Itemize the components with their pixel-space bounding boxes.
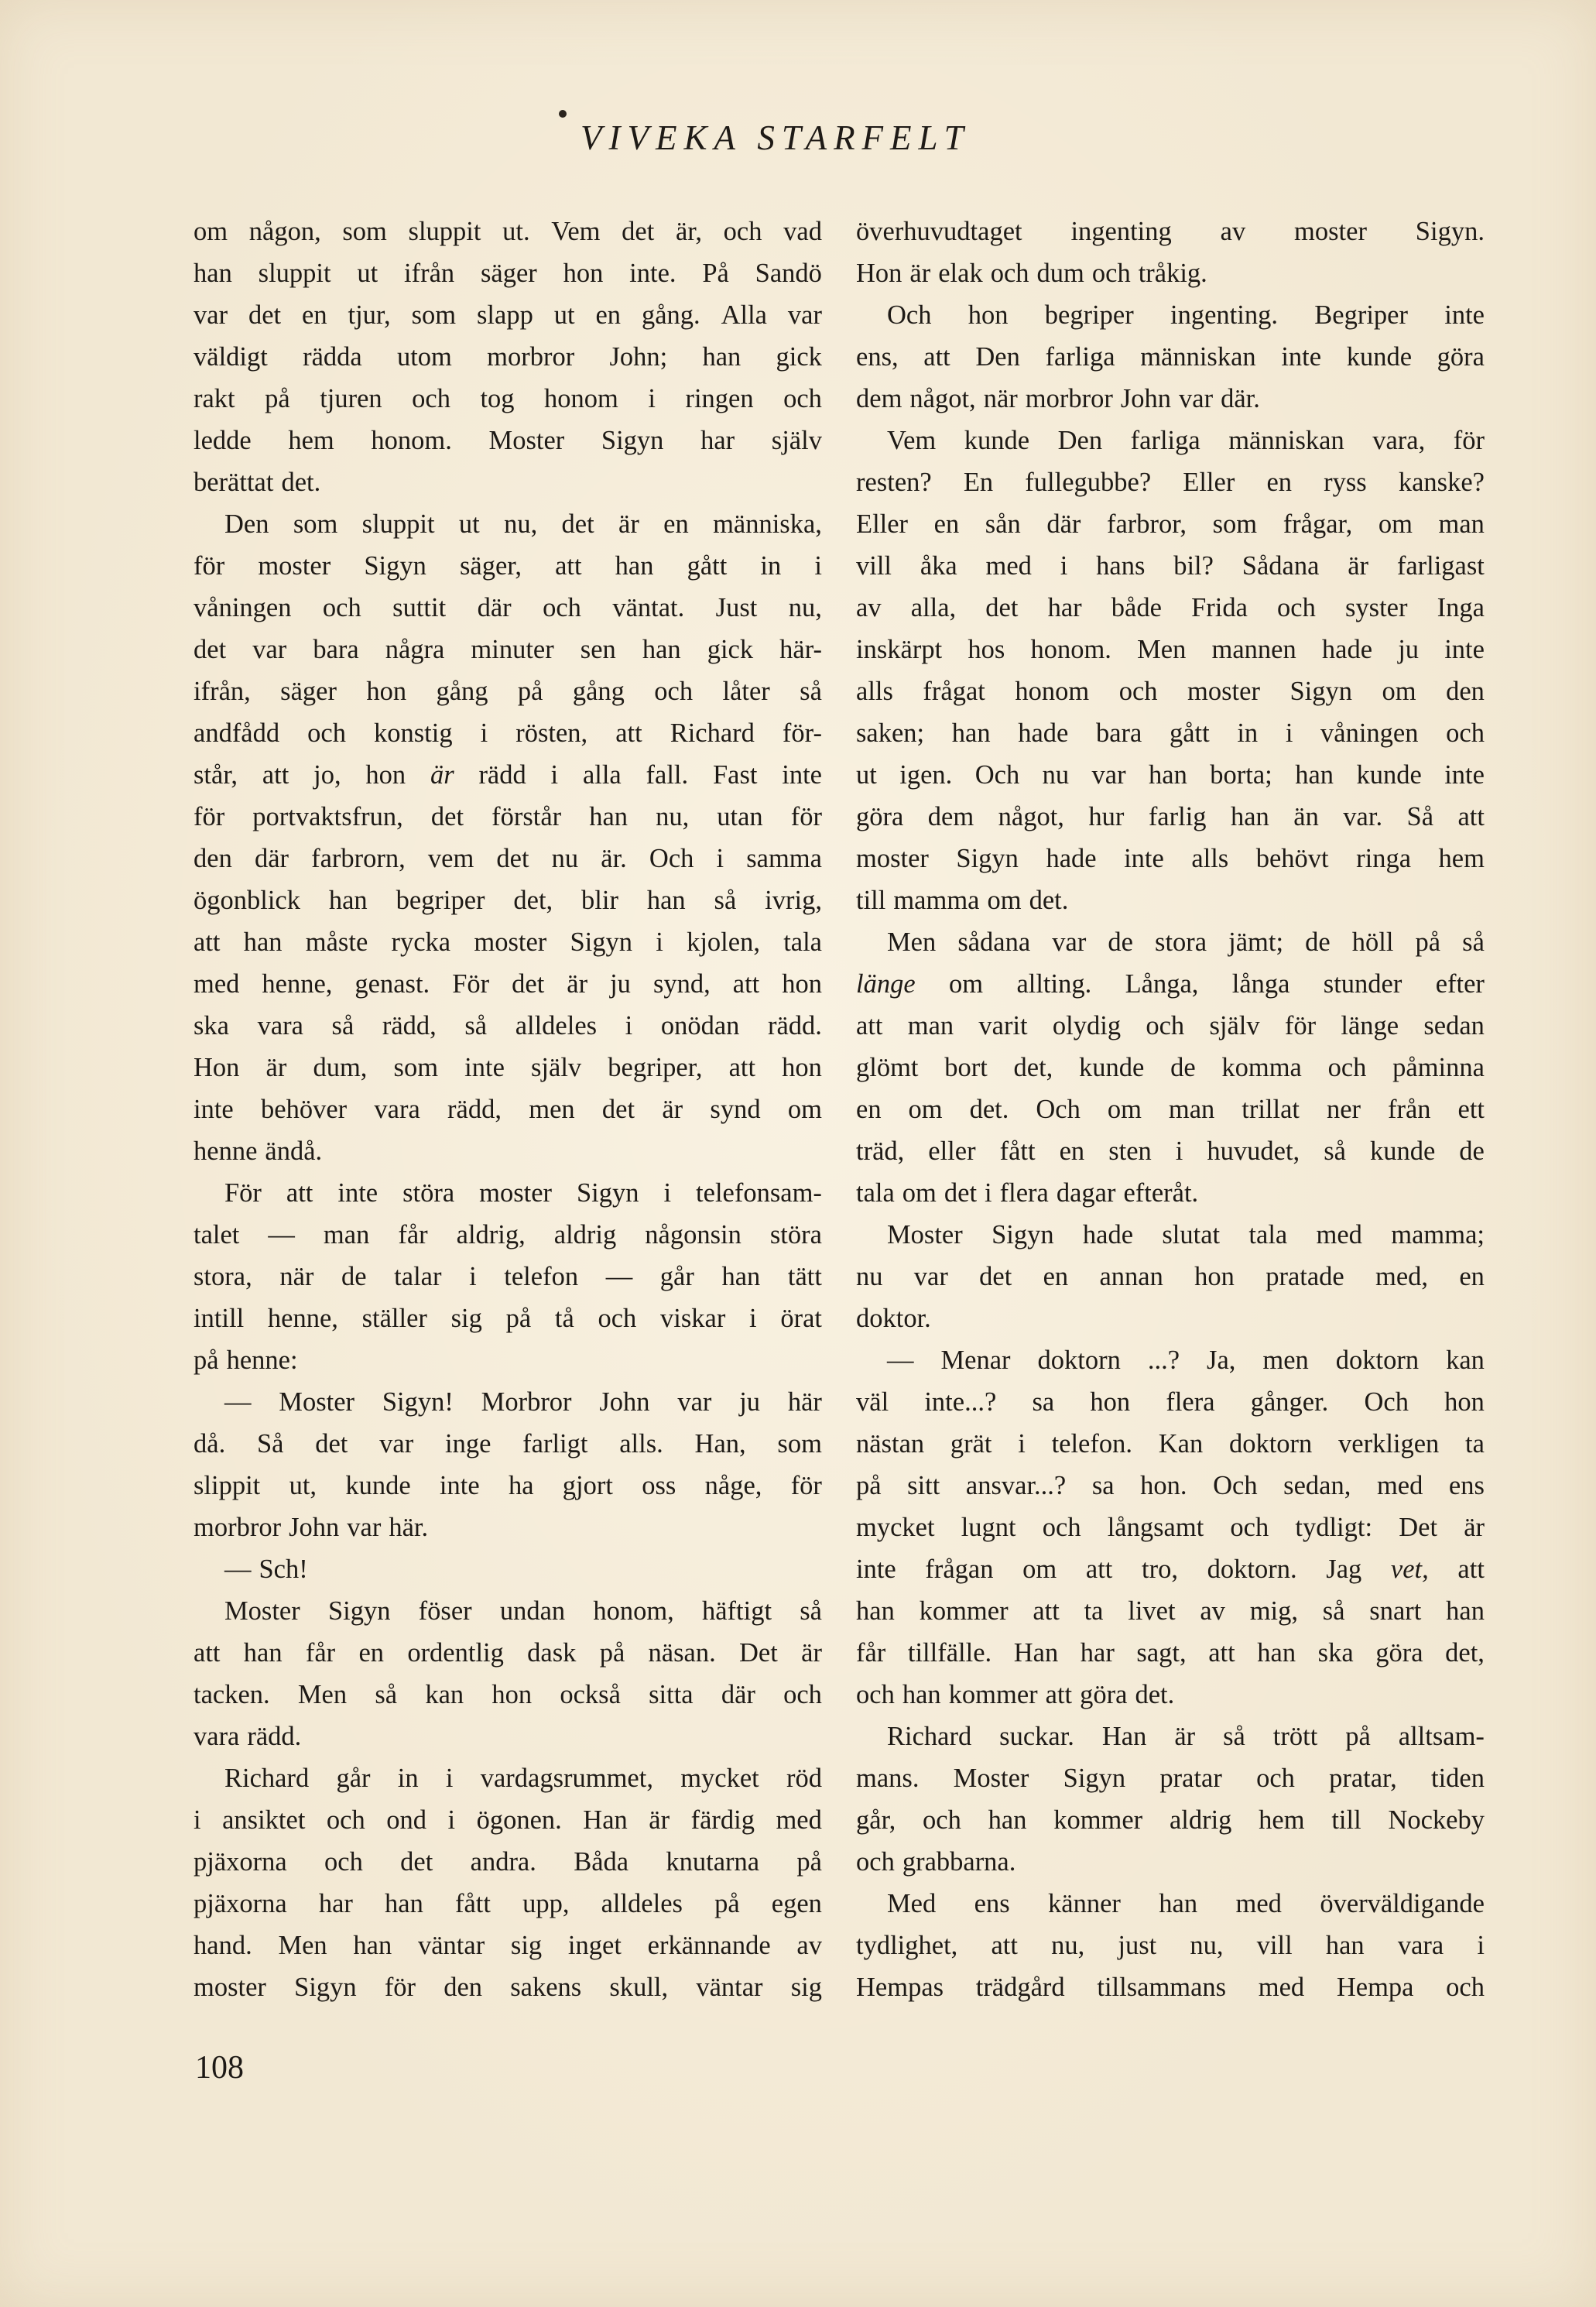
text-line: — Menar doktorn ...? Ja, men doktorn kan xyxy=(887,1345,1485,1375)
text-line: då. Så det var inge farligt alls. Han, som xyxy=(194,1429,822,1459)
text-line: att han måste rycka moster Sigyn i kjolen, tala xyxy=(194,927,822,957)
text-line: ögonblick han begriper det, blir han så ivrig, xyxy=(194,886,822,915)
text-line: Hon är elak och dum och tråkig. xyxy=(856,259,1207,288)
text-line: Vem kunde Den farliga människan vara, för xyxy=(887,426,1485,455)
text-line: nästan grät i telefon. Kan doktorn verkligen ta xyxy=(856,1429,1485,1459)
text-line: träd, eller fått en sten i huvudet, så kunde de xyxy=(856,1136,1485,1166)
left-column xyxy=(194,211,822,2008)
text-line: Richard går in i vardagsrummet, mycket röd xyxy=(224,1764,822,1793)
text-line: — Moster Sigyn! Morbror John var ju här xyxy=(224,1387,822,1417)
text-line: det var bara några minuter sen han gick här- xyxy=(194,635,822,664)
text-line: med henne, genast. För det är ju synd, att hon xyxy=(194,969,822,999)
text-line: tala om det i flera dagar efteråt. xyxy=(856,1178,1199,1208)
text-line: den där farbrorn, vem det nu är. Och i samma xyxy=(194,844,822,873)
text-line: våningen och suttit där och väntat. Just nu, xyxy=(194,593,822,622)
text-line: rakt på tjuren och tog honom i ringen och xyxy=(194,384,822,413)
text-line: väl inte...? sa hon flera gånger. Och hon xyxy=(856,1387,1485,1417)
text-line: tydlighet, att nu, just nu, vill han vara i xyxy=(856,1931,1485,1960)
text-line: Den som sluppit ut nu, det är en människa, xyxy=(224,509,822,539)
text-line: talet — man får aldrig, aldrig någonsin störa xyxy=(194,1220,822,1249)
text-line: för moster Sigyn säger, att han gått in i xyxy=(194,551,822,581)
text-line: vara rädd. xyxy=(194,1722,302,1751)
text-line: väldigt rädda utom morbror John; han gick xyxy=(194,342,822,372)
text-line: av alla, det har både Frida och syster Inga xyxy=(856,593,1485,622)
text-line: nu var det en annan hon pratade med, en xyxy=(856,1262,1485,1291)
text-line: på henne: xyxy=(194,1345,298,1375)
text-line: — Sch! xyxy=(224,1555,308,1584)
text-line: ut igen. Och nu var han borta; han kunde inte xyxy=(856,760,1485,790)
text-line: mycket lugnt och långsamt och tydligt: Det är xyxy=(856,1513,1485,1542)
text-line: henne ändå. xyxy=(194,1136,323,1166)
text-line: vill åka med i hans bil? Sådana är farligast xyxy=(856,551,1485,581)
text-line: var det en tjur, som slapp ut en gång. Alla var xyxy=(194,300,822,330)
text-line: han sluppit ut ifrån säger hon inte. På Sandö xyxy=(194,259,822,288)
text-line: intill henne, ställer sig på tå och viskar i örat xyxy=(194,1304,822,1333)
text-line: göra dem något, hur farlig han än var. Så att xyxy=(856,802,1485,831)
text-line: resten? En fullegubbe? Eller en ryss kanske? xyxy=(856,468,1485,497)
text-line: slippit ut, kunde inte ha gjort oss någe, för xyxy=(194,1471,822,1500)
text-line: pjäxorna och det andra. Båda knutarna på xyxy=(194,1847,822,1877)
text-line: länge om allting. Långa, långa stunder efter xyxy=(856,969,1485,999)
text-line: berättat det. xyxy=(194,468,321,497)
text-line: morbror John var här. xyxy=(194,1513,429,1542)
text-line: en om det. Och om man trillat ner från ett xyxy=(856,1095,1485,1124)
text-line: stora, när de talar i telefon — går han tätt xyxy=(194,1262,822,1291)
text-line: alls frågat honom och moster Sigyn om den xyxy=(856,677,1485,706)
text-line: För att inte störa moster Sigyn i telefonsam- xyxy=(224,1178,822,1208)
text-line: glömt bort det, kunde de komma och påminna xyxy=(856,1053,1485,1082)
text-line: ska vara så rädd, så alldeles i onödan rädd. xyxy=(194,1011,822,1040)
text-line: och han kommer att göra det. xyxy=(856,1680,1175,1709)
text-line: tacken. Men så kan hon också sitta där och xyxy=(194,1680,822,1709)
text-line: pjäxorna har han fått upp, alldeles på egen xyxy=(194,1889,822,1918)
text-line: inte behöver vara rädd, men det är synd om xyxy=(194,1095,822,1124)
text-line: Moster Sigyn hade slutat tala med mamma; xyxy=(887,1220,1485,1249)
text-line: ens, att Den farliga människan inte kunde göra xyxy=(856,342,1485,372)
text-line: moster Sigyn hade inte alls behövt ringa hem xyxy=(856,844,1485,873)
text-line: går, och han kommer aldrig hem till Nockeby xyxy=(856,1805,1485,1835)
text-line: andfådd och konstig i rösten, att Richard för- xyxy=(194,718,822,748)
text-line: inskärpt hos honom. Men mannen hade ju inte xyxy=(856,635,1485,664)
page-number: 108 xyxy=(195,2050,244,2086)
text-line: ledde hem honom. Moster Sigyn har själv xyxy=(194,426,822,455)
text-line: får tillfälle. Han har sagt, att han ska göra det, xyxy=(856,1638,1485,1668)
right-column xyxy=(856,211,1485,2008)
text-line: för portvaktsfrun, det förstår han nu, utan för xyxy=(194,802,822,831)
text-line: på sitt ansvar...? sa hon. Och sedan, med ens xyxy=(856,1471,1485,1500)
text-line: Eller en sån där farbror, som frågar, om man xyxy=(856,509,1485,539)
text-line: hand. Men han väntar sig inget erkännande av xyxy=(194,1931,822,1960)
text-line: Hon är dum, som inte själv begriper, att hon xyxy=(194,1053,822,1082)
text-line: Med ens känner han med överväldigande xyxy=(887,1889,1485,1918)
running-title: VIVEKA STARFELT xyxy=(581,118,971,157)
ornament-dot xyxy=(559,110,567,118)
text-line: Men sådana var de stora jämt; de höll på så xyxy=(887,927,1485,957)
text-line: står, att jo, hon är rädd i alla fall. Fast inte xyxy=(194,760,822,790)
text-line: inte frågan om att tro, doktorn. Jag vet, att xyxy=(856,1555,1485,1584)
text-line: mans. Moster Sigyn pratar och pratar, tiden xyxy=(856,1764,1485,1793)
text-line: han kommer att ta livet av mig, så snart han xyxy=(856,1596,1485,1626)
text-line: om någon, som sluppit ut. Vem det är, och vad xyxy=(194,217,822,246)
text-line: i ansiktet och ond i ögonen. Han är färdig med xyxy=(194,1805,822,1835)
text-line: Och hon begriper ingenting. Begriper inte xyxy=(887,300,1485,330)
text-line: dem något, när morbror John var där. xyxy=(856,384,1260,413)
text-line: Hempas trädgård tillsammans med Hempa och xyxy=(856,1973,1485,2002)
text-line: att man varit olydig och själv för länge sedan xyxy=(856,1011,1485,1040)
text-line: Richard suckar. Han är så trött på alltsam- xyxy=(887,1722,1485,1751)
text-line: moster Sigyn för den sakens skull, väntar sig xyxy=(194,1973,822,2002)
text-line: doktor. xyxy=(856,1304,931,1333)
text-line: och grabbarna. xyxy=(856,1847,1016,1877)
text-line: ifrån, säger hon gång på gång och låter så xyxy=(194,677,822,706)
text-line: att han får en ordentlig dask på näsan. Det är xyxy=(194,1638,822,1668)
text-line: saken; han hade bara gått in i våningen och xyxy=(856,718,1485,748)
text-line: överhuvudtaget ingenting av moster Sigyn. xyxy=(856,217,1485,246)
text-line: till mamma om det. xyxy=(856,886,1069,915)
text-line: Moster Sigyn föser undan honom, häftigt så xyxy=(224,1596,822,1626)
